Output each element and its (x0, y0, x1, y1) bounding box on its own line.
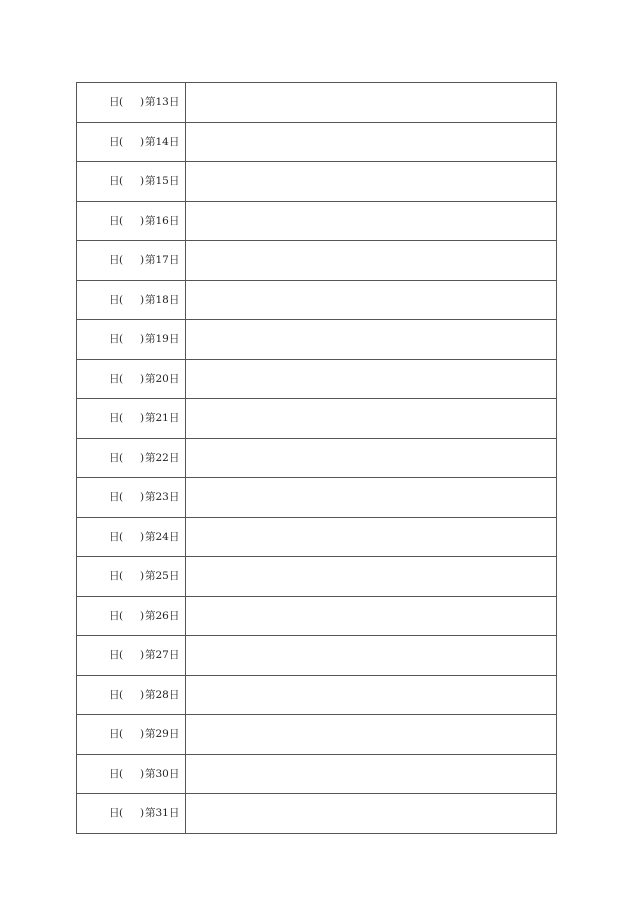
date-prefix: 日 (109, 767, 120, 780)
close-paren: ) (139, 293, 145, 306)
date-label-cell (77, 596, 186, 636)
date-prefix: 日 (109, 807, 120, 819)
entry-cell[interactable] (186, 162, 557, 202)
day-number: 第30日 (145, 767, 180, 780)
date-label-cell (77, 399, 186, 439)
table-row (77, 359, 557, 399)
close-paren: ) (139, 530, 145, 543)
entry-cell[interactable] (186, 438, 557, 478)
date-prefix: 日 (109, 570, 120, 582)
open-paren: ( (119, 688, 124, 701)
close-paren: ) (139, 649, 145, 661)
table-row (77, 557, 557, 597)
date-label (77, 808, 185, 819)
date-label-cell (77, 517, 186, 557)
date-prefix: 日 (109, 372, 120, 385)
open-paren: ( (119, 491, 124, 503)
date-label-cell (77, 636, 186, 676)
date-prefix: 日 (109, 451, 120, 464)
open-paren: ( (119, 530, 124, 543)
table-row (77, 201, 557, 241)
entry-cell[interactable] (186, 83, 557, 123)
table-row (77, 241, 557, 281)
close-paren: ) (139, 451, 145, 464)
close-paren: ) (139, 333, 145, 345)
entry-cell[interactable] (186, 754, 557, 794)
day-number: 第28日 (145, 688, 180, 701)
open-paren: ( (119, 451, 124, 464)
daily-log-body (77, 83, 557, 834)
date-label-cell (77, 241, 186, 281)
open-paren: ( (119, 728, 124, 740)
day-number: 第29日 (145, 728, 180, 740)
date-label (77, 571, 185, 582)
close-paren: ) (139, 609, 145, 622)
date-label (77, 216, 185, 227)
date-prefix: 日 (109, 530, 120, 543)
open-paren: ( (119, 609, 124, 622)
date-label-cell (77, 754, 186, 794)
date-label (77, 334, 185, 345)
date-prefix: 日 (109, 175, 120, 187)
table-row (77, 754, 557, 794)
entry-cell[interactable] (186, 399, 557, 439)
day-number: 第18日 (145, 293, 180, 306)
day-number: 第13日 (145, 96, 180, 108)
open-paren: ( (119, 767, 124, 780)
date-prefix: 日 (109, 728, 120, 740)
open-paren: ( (119, 412, 124, 424)
entry-cell[interactable] (186, 715, 557, 755)
date-label (77, 413, 185, 424)
date-label (77, 97, 185, 108)
entry-cell[interactable] (186, 320, 557, 360)
entry-cell[interactable] (186, 122, 557, 162)
date-label (77, 650, 185, 661)
table-row (77, 438, 557, 478)
table-row (77, 122, 557, 162)
day-number: 第25日 (145, 570, 180, 582)
date-label-cell (77, 320, 186, 360)
entry-cell[interactable] (186, 517, 557, 557)
close-paren: ) (139, 372, 145, 385)
date-label-cell (77, 201, 186, 241)
date-prefix: 日 (109, 333, 120, 345)
date-label-cell (77, 162, 186, 202)
date-label-cell (77, 794, 186, 834)
table-row (77, 162, 557, 202)
date-label-cell (77, 675, 186, 715)
day-number: 第21日 (145, 412, 180, 424)
table-row (77, 478, 557, 518)
date-prefix: 日 (109, 254, 120, 266)
date-label (77, 729, 185, 740)
open-paren: ( (119, 214, 124, 227)
date-prefix: 日 (109, 96, 120, 108)
date-label-cell (77, 438, 186, 478)
date-label-cell (77, 280, 186, 320)
date-prefix: 日 (109, 609, 120, 622)
day-number: 第22日 (145, 451, 180, 464)
open-paren: ( (119, 570, 124, 582)
date-label-cell (77, 122, 186, 162)
close-paren: ) (139, 96, 145, 108)
date-label-cell (77, 478, 186, 518)
table-row (77, 715, 557, 755)
day-number: 第31日 (145, 807, 180, 819)
date-prefix: 日 (109, 688, 120, 701)
day-number: 第16日 (145, 214, 180, 227)
table-row (77, 517, 557, 557)
date-label-cell (77, 359, 186, 399)
date-prefix: 日 (109, 491, 120, 503)
table-row (77, 675, 557, 715)
date-label (77, 374, 185, 385)
close-paren: ) (139, 135, 145, 148)
date-label (77, 492, 185, 503)
date-prefix: 日 (109, 649, 120, 661)
date-label (77, 611, 185, 622)
entry-cell[interactable] (186, 675, 557, 715)
close-paren: ) (139, 175, 145, 187)
entry-cell[interactable] (186, 636, 557, 676)
entry-cell[interactable] (186, 596, 557, 636)
date-label-cell (77, 557, 186, 597)
close-paren: ) (139, 254, 145, 266)
date-prefix: 日 (109, 412, 120, 424)
day-number: 第17日 (145, 254, 180, 266)
date-label-cell (77, 715, 186, 755)
day-number: 第23日 (145, 491, 180, 503)
day-number: 第19日 (145, 333, 180, 345)
day-number: 第27日 (145, 649, 180, 661)
day-number: 第26日 (145, 609, 180, 622)
date-prefix: 日 (109, 214, 120, 227)
date-label (77, 255, 185, 266)
table-row (77, 320, 557, 360)
close-paren: ) (139, 728, 145, 740)
close-paren: ) (139, 214, 145, 227)
day-number: 第15日 (145, 175, 180, 187)
close-paren: ) (139, 570, 145, 582)
date-label (77, 690, 185, 701)
table-row (77, 636, 557, 676)
date-prefix: 日 (109, 293, 120, 306)
open-paren: ( (119, 135, 124, 148)
entry-cell[interactable] (186, 794, 557, 834)
day-number: 第20日 (145, 372, 180, 385)
date-label-cell (77, 83, 186, 123)
entry-cell[interactable] (186, 557, 557, 597)
table-row (77, 596, 557, 636)
close-paren: ) (139, 807, 145, 819)
entry-cell[interactable] (186, 280, 557, 320)
date-prefix: 日 (109, 135, 120, 148)
day-number: 第14日 (145, 135, 180, 148)
close-paren: ) (139, 412, 145, 424)
day-number: 第24日 (145, 530, 180, 543)
date-label (77, 137, 185, 148)
date-label (77, 453, 185, 464)
close-paren: ) (139, 767, 145, 780)
entry-cell[interactable] (186, 478, 557, 518)
date-label (77, 295, 185, 306)
open-paren: ( (119, 372, 124, 385)
date-label (77, 176, 185, 187)
table-row (77, 280, 557, 320)
daily-log-table (76, 82, 557, 834)
close-paren: ) (139, 491, 145, 503)
open-paren: ( (119, 175, 124, 187)
open-paren: ( (119, 807, 124, 819)
open-paren: ( (119, 649, 124, 661)
open-paren: ( (119, 333, 124, 345)
close-paren: ) (139, 688, 145, 701)
table-row (77, 399, 557, 439)
date-label (77, 532, 185, 543)
date-label (77, 769, 185, 780)
entry-cell[interactable] (186, 201, 557, 241)
entry-cell[interactable] (186, 359, 557, 399)
open-paren: ( (119, 254, 124, 266)
open-paren: ( (119, 96, 124, 108)
open-paren: ( (119, 293, 124, 306)
entry-cell[interactable] (186, 241, 557, 281)
table-row (77, 83, 557, 123)
table-row (77, 794, 557, 834)
